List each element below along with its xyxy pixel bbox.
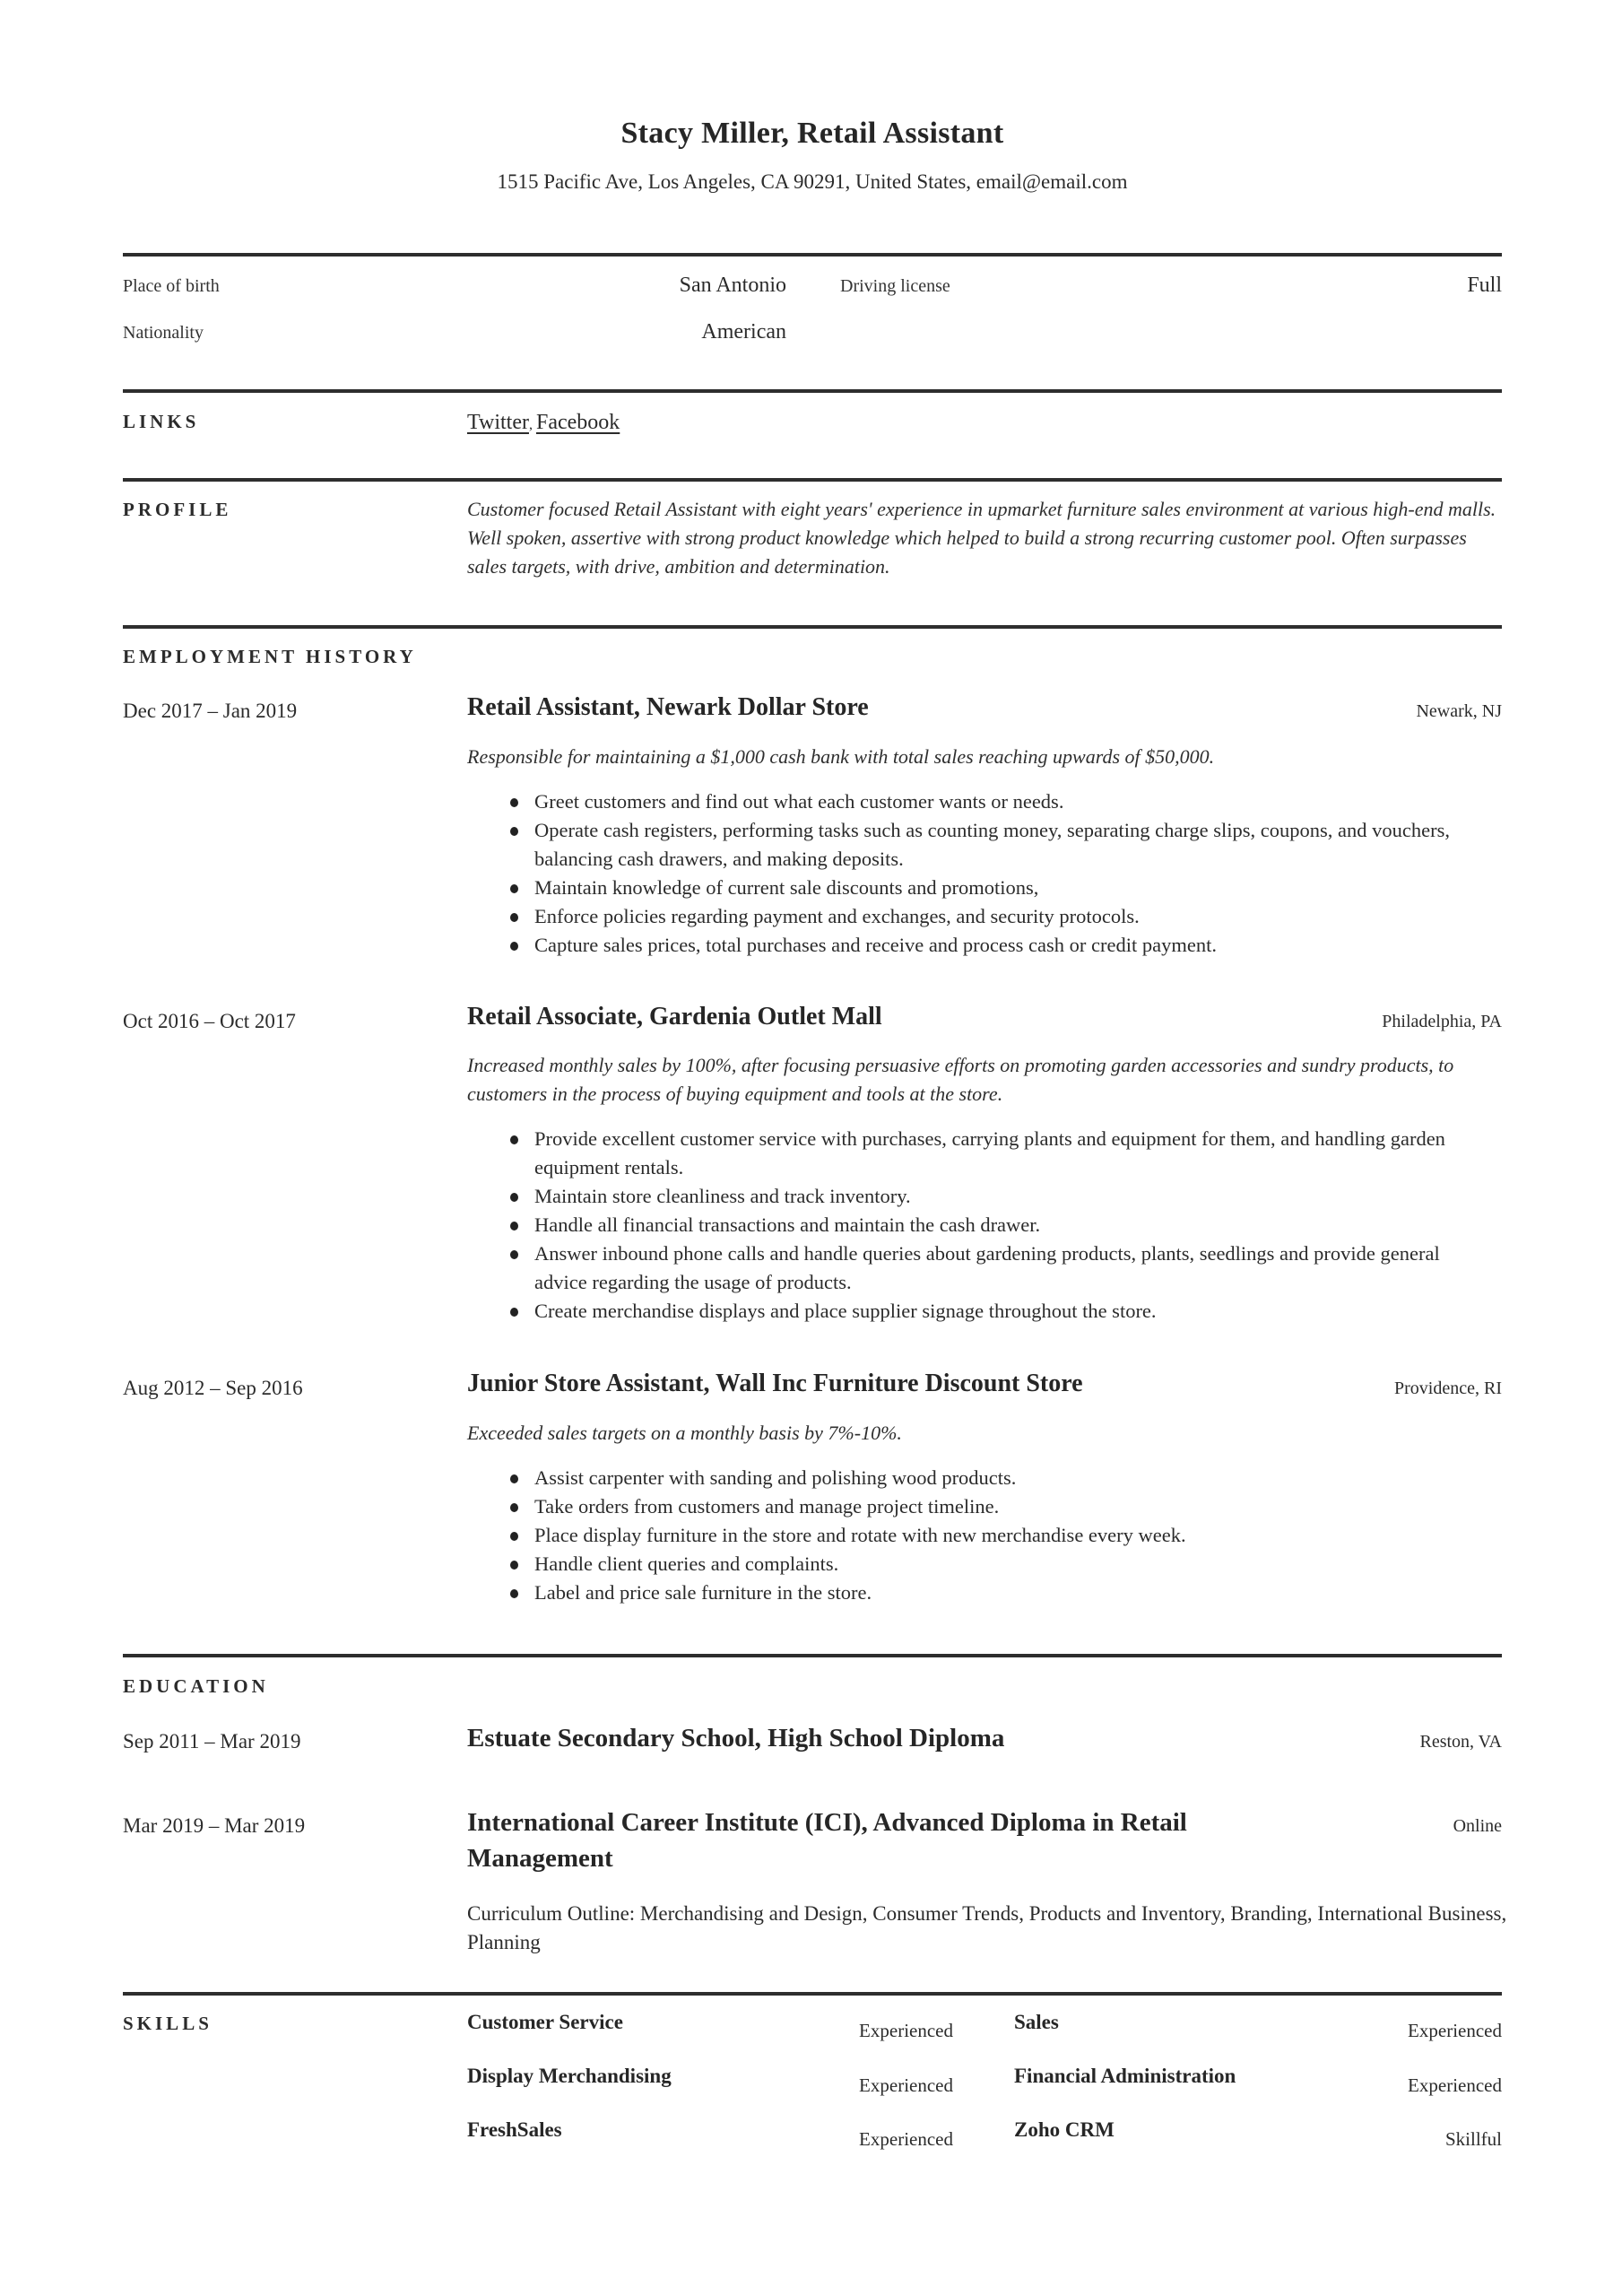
job-dates: Aug 2012 – Sep 2016 <box>123 1377 303 1399</box>
skill-level: Experienced <box>1408 2020 1502 2041</box>
education-section-title: EDUCATION <box>123 1675 269 1697</box>
section-divider <box>123 1654 1502 1657</box>
place-of-birth-value: San Antonio <box>679 274 786 297</box>
resume-header <box>123 117 1502 194</box>
links-section-title: LINKS <box>123 411 200 432</box>
skill-name: Zoho CRM <box>1014 2118 1115 2141</box>
job-bullet: Create merchandise displays and place supplier signage throughout the store. <box>467 1297 1453 1326</box>
skill-level: Experienced <box>1408 2074 1502 2096</box>
job-bullets <box>467 1125 1453 1326</box>
facebook-link[interactable]: Facebook <box>535 411 620 434</box>
job-bullet: Assist carpenter with sanding and polishing wood products. <box>467 1464 1453 1492</box>
job-bullet: Handle all financial transactions and maintain the cash drawer. <box>467 1211 1453 1239</box>
skill-name: Sales <box>1014 2011 1059 2033</box>
driving-license-label: Driving license <box>840 276 950 296</box>
job-dates: Oct 2016 – Oct 2017 <box>123 1010 296 1032</box>
job-summary: Exceeded sales targets on a monthly basis by 7%-10%. <box>467 1422 902 1444</box>
job-summary: Increased monthly sales by 100%, after focusing persuasive efforts on promoting garden accessories and sundry products, to customers in the process of buying equipment and tools at the store. <box>467 1054 1454 1105</box>
job-bullet: Answer inbound phone calls and handle queries about gardening products, plants, seedlings and provide general advice regarding the usage of products. <box>467 1239 1453 1297</box>
education-dates: Mar 2019 – Mar 2019 <box>123 1814 306 1837</box>
profile-section-title: PROFILE <box>123 499 232 520</box>
job-bullet: Operate cash registers, performing tasks such as counting money, separating charge slips, coupons, and vouchers, balancing cash drawers, and making deposits. <box>467 816 1453 874</box>
job-bullet: Maintain knowledge of current sale discounts and promotions, <box>467 874 1453 902</box>
twitter-link[interactable]: Twitter <box>467 411 529 434</box>
job-bullet: Greet customers and find out what each customer wants or needs. <box>467 787 1453 816</box>
job-bullet: Handle client queries and complaints. <box>467 1550 1453 1578</box>
skill-name: Financial Administration <box>1014 2065 1236 2087</box>
job-location: Providence, RI <box>1394 1378 1502 1398</box>
skill-level: Experienced <box>859 2074 953 2096</box>
skill-level: Experienced <box>859 2128 953 2150</box>
education-title: Estuate Secondary School, High School Diploma <box>467 1724 1005 1752</box>
education-location: Online <box>1453 1816 1502 1836</box>
place-of-birth-label: Place of birth <box>123 276 220 296</box>
profile-summary: Customer focused Retail Assistant with eight years' experience in upmarket furniture sales environment at various high-end malls. Well spoken, assertive with strong product knowledge which helped to build a strong recurring customer pool. Often surpasses sales targets, with drive, ambition and determination. <box>467 498 1496 578</box>
skill-level: Skillful <box>1444 2128 1502 2150</box>
links-list <box>467 411 620 435</box>
education-location: Reston, VA <box>1419 1732 1502 1752</box>
job-summary: Responsible for maintaining a $1,000 cash bank with total sales reaching upwards of $50,000. <box>467 745 1215 768</box>
section-divider <box>123 478 1502 482</box>
section-divider <box>123 389 1502 393</box>
skills-section-title: SKILLS <box>123 2013 213 2034</box>
contact-line: 1515 Pacific Ave, Los Angeles, CA 90291, United States, email@email.com <box>497 170 1128 193</box>
education-description: Curriculum Outline: Merchandising and Design, Consumer Trends, Products and Inventory, Branding, International Business, Planning <box>467 1902 1507 1953</box>
job-bullet: Capture sales prices, total purchases and receive and process cash or credit payment. <box>467 931 1453 960</box>
job-bullets <box>467 787 1453 960</box>
skill-name: Customer Service <box>467 2011 623 2033</box>
section-divider <box>123 253 1502 257</box>
job-bullet: Enforce policies regarding payment and exchanges, and security protocols. <box>467 902 1453 931</box>
job-bullet: Place display furniture in the store and rotate with new merchandise every week. <box>467 1521 1453 1550</box>
nationality-value: American <box>701 320 786 344</box>
job-location: Philadelphia, PA <box>1382 1012 1502 1031</box>
skill-name: Display Merchandising <box>467 2065 672 2087</box>
job-title: Retail Assistant, Newark Dollar Store <box>467 693 869 721</box>
candidate-name-title: Stacy Miller, Retail Assistant <box>620 117 1004 150</box>
job-title: Retail Associate, Gardenia Outlet Mall <box>467 1003 882 1031</box>
job-title: Junior Store Assistant, Wall Inc Furniture Discount Store <box>467 1370 1083 1397</box>
section-divider <box>123 625 1502 629</box>
job-bullet: Maintain store cleanliness and track inventory. <box>467 1182 1453 1211</box>
employment-section-title: EMPLOYMENT HISTORY <box>123 646 417 667</box>
section-divider <box>123 1992 1502 1996</box>
job-location: Newark, NJ <box>1416 701 1502 721</box>
nationality-label: Nationality <box>123 323 204 343</box>
education-title: International Career Institute (ICI), Advanced Diploma in Retail Management <box>467 1808 1187 1873</box>
job-bullet: Provide excellent customer service with purchases, carrying plants and equipment for them, and handling garden equipment rentals. <box>467 1125 1453 1182</box>
skill-level: Experienced <box>859 2020 953 2041</box>
job-bullet: Label and price sale furniture in the store. <box>467 1578 1453 1607</box>
skill-name: FreshSales <box>467 2118 562 2141</box>
job-dates: Dec 2017 – Jan 2019 <box>123 700 298 722</box>
job-bullets <box>467 1464 1453 1607</box>
driving-license-value: Full <box>1467 274 1502 297</box>
education-dates: Sep 2011 – Mar 2019 <box>123 1730 301 1752</box>
links-separator: , <box>528 417 536 432</box>
job-bullet: Take orders from customers and manage project timeline. <box>467 1492 1453 1521</box>
